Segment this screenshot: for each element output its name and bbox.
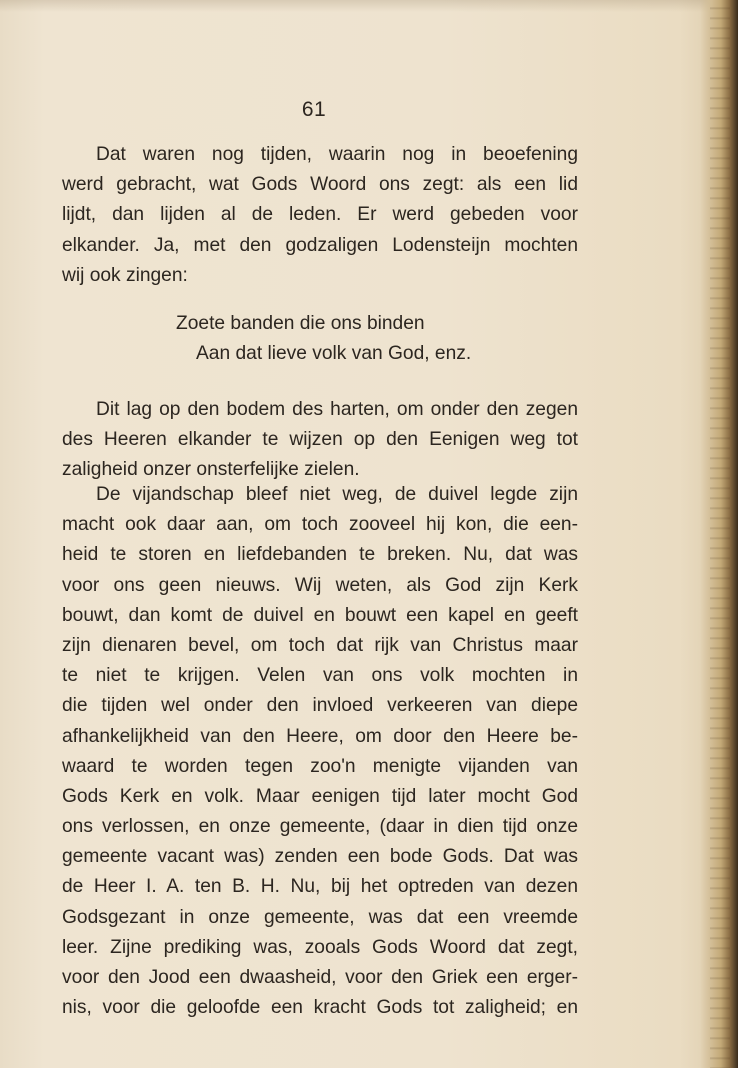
binding-edge-texture (710, 0, 730, 1068)
paragraph-3 (62, 480, 578, 1023)
text-line: elkander. Ja, met den godzaligen Lodensteijn mochten (62, 234, 578, 256)
paragraph-2 (62, 395, 578, 486)
text-line: bouwt, dan komt de duivel en bouwt een kapel en geeft (62, 604, 578, 626)
text-line: werd gebracht, wat Gods Woord ons zegt: als een lid (62, 174, 578, 196)
text-line: die tijden wel onder den invloed verkeeren van diepe (62, 695, 578, 717)
text-line: nis, voor die geloofde een kracht Gods tot zaligheid; en (62, 997, 578, 1019)
text-line: Dat waren nog tijden, waarin nog in beoefening (96, 144, 578, 165)
text-line: zijn dienaren bevel, om toch dat rijk van Christus maar (62, 634, 578, 656)
top-edge-shadow (0, 0, 738, 12)
text-line: de Heer I. A. ten B. H. Nu, bij het optreden van dezen (62, 876, 578, 898)
quoted-verse (0, 309, 628, 369)
text-line: voor ons geen nieuws. Wij weten, als God zijn Kerk (62, 574, 578, 596)
text-line: waard te worden tegen zoo'n menigte vijanden van (62, 755, 578, 777)
text-line: voor den Jood een dwaasheid, voor den Griek een erger- (62, 967, 578, 988)
text-line: Godsgezant in onze gemeente, was dat een vreemde (62, 906, 578, 928)
text-line: afhankelijkheid van den Heere, om door den Heere be- (62, 725, 578, 747)
verse-line: Aan dat lieve volk van God, enz. (196, 343, 472, 365)
text-line: De vijandschap bleef niet weg, de duivel legde zijn (96, 484, 578, 505)
verse-line: Zoete banden die ons binden (176, 313, 425, 334)
text-line: macht ook daar aan, om toch zooveel hij kon, die een- (62, 514, 578, 536)
text-line: gemeente vacant was) zenden een bode Gods. Dat was (62, 846, 578, 868)
page-number: 61 (301, 98, 327, 121)
text-line: Gods Kerk en volk. Maar eenigen tijd later mocht God (62, 785, 578, 807)
text-line: te niet te krijgen. Velen van ons volk mochten in (62, 665, 578, 687)
text-line: leer. Zijne prediking was, zooals Gods Woord dat zegt, (62, 936, 578, 958)
text-line: heid te storen en liefdebanden te breken. Nu, dat was (62, 544, 578, 566)
paragraph-1 (62, 140, 578, 291)
text-line: des Heeren elkander te wijzen op den Eenigen weg tot (62, 429, 578, 451)
text-line: ons verlossen, en onze gemeente, (daar in dien tijd onze (62, 816, 578, 838)
text-line: Dit lag op den bodem des harten, om onder den zegen (96, 399, 578, 420)
text-line: zaligheid onzer onsterfelijke zielen. (62, 459, 360, 481)
text-line: wij ook zingen: (62, 264, 188, 286)
text-line: lijdt, dan lijden al de leden. Er werd gebeden voor (62, 204, 578, 226)
